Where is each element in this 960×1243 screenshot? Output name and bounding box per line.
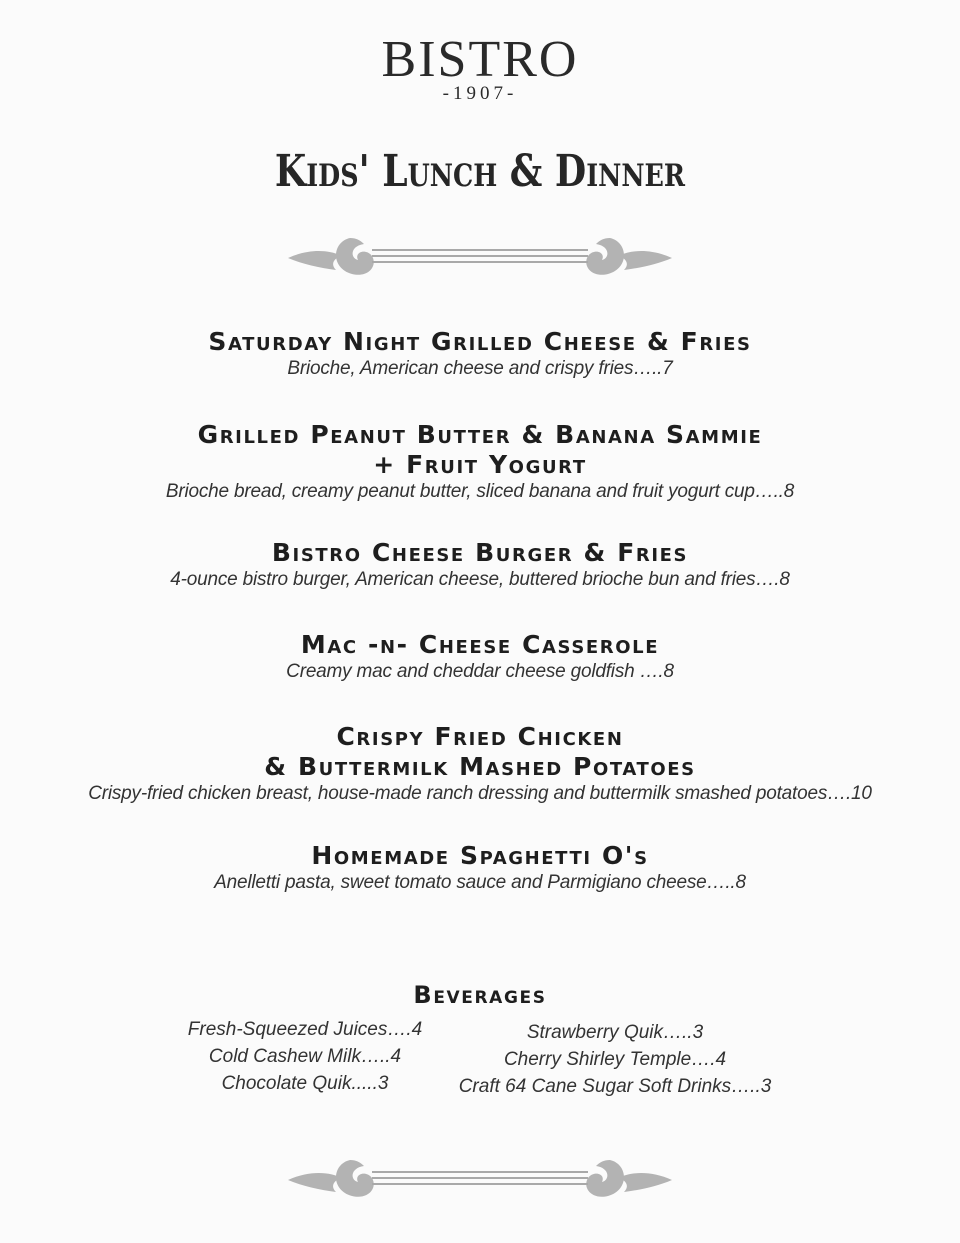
menu-item (0, 420, 960, 504)
page-title: Kids' Lunch & Dinner (274, 146, 686, 197)
beverages-heading: Beverages (413, 981, 547, 1009)
beverage-item: Chocolate Quik.....3 (221, 1073, 389, 1094)
item-name-line-1: Crispy Fried Chicken (336, 722, 624, 751)
item-name-line-1: Grilled Peanut Butter & Banana Sammie (197, 420, 763, 449)
item-description: Crispy-fried chicken breast, house-made ranch dressing and buttermilk smashed potatoes….10 (88, 783, 872, 804)
item-description: Creamy mac and cheddar cheese goldfish ….8 (286, 661, 674, 682)
item-name-line-2: + Fruit Yogurt (373, 450, 587, 479)
beverage-item: Cold Cashew Milk…..4 (208, 1046, 402, 1067)
beverages-left-column (150, 1016, 460, 1097)
logo-year: -1907- (442, 83, 518, 104)
bistro-logo (0, 32, 960, 104)
menu-item (0, 538, 960, 592)
menu-item (0, 630, 960, 684)
beverage-item: Cherry Shirley Temple….4 (503, 1049, 727, 1070)
menu-item (0, 722, 960, 806)
ornament-divider-top (280, 228, 680, 284)
menu-item (0, 841, 960, 895)
item-name: Homemade Spaghetti O's (311, 841, 649, 870)
beverage-item: Craft 64 Cane Sugar Soft Drinks…..3 (458, 1076, 772, 1097)
menu-item (0, 327, 960, 381)
item-description: Brioche, American cheese and crispy fries…..7 (287, 358, 673, 379)
beverage-item: Strawberry Quik…..3 (526, 1022, 704, 1043)
beverage-item: Fresh-Squeezed Juices….4 (187, 1019, 423, 1040)
ornament-divider-bottom (280, 1150, 680, 1206)
item-name-line-2: & Buttermilk Mashed Potatoes (264, 752, 696, 781)
item-description: Anelletti pasta, sweet tomato sauce and Parmigiano cheese…..8 (214, 872, 746, 893)
item-name: Saturday Night Grilled Cheese & Fries (208, 327, 752, 356)
item-description: Brioche bread, creamy peanut butter, sliced banana and fruit yogurt cup…..8 (165, 481, 795, 502)
logo-word: BISTRO (381, 31, 579, 88)
item-name: Bistro Cheese Burger & Fries (271, 538, 689, 567)
item-description: 4-ounce bistro burger, American cheese, buttered brioche bun and fries….8 (170, 569, 790, 590)
beverages-right-column (430, 1019, 800, 1100)
item-name: Mac -n- Cheese Casserole (300, 630, 660, 659)
